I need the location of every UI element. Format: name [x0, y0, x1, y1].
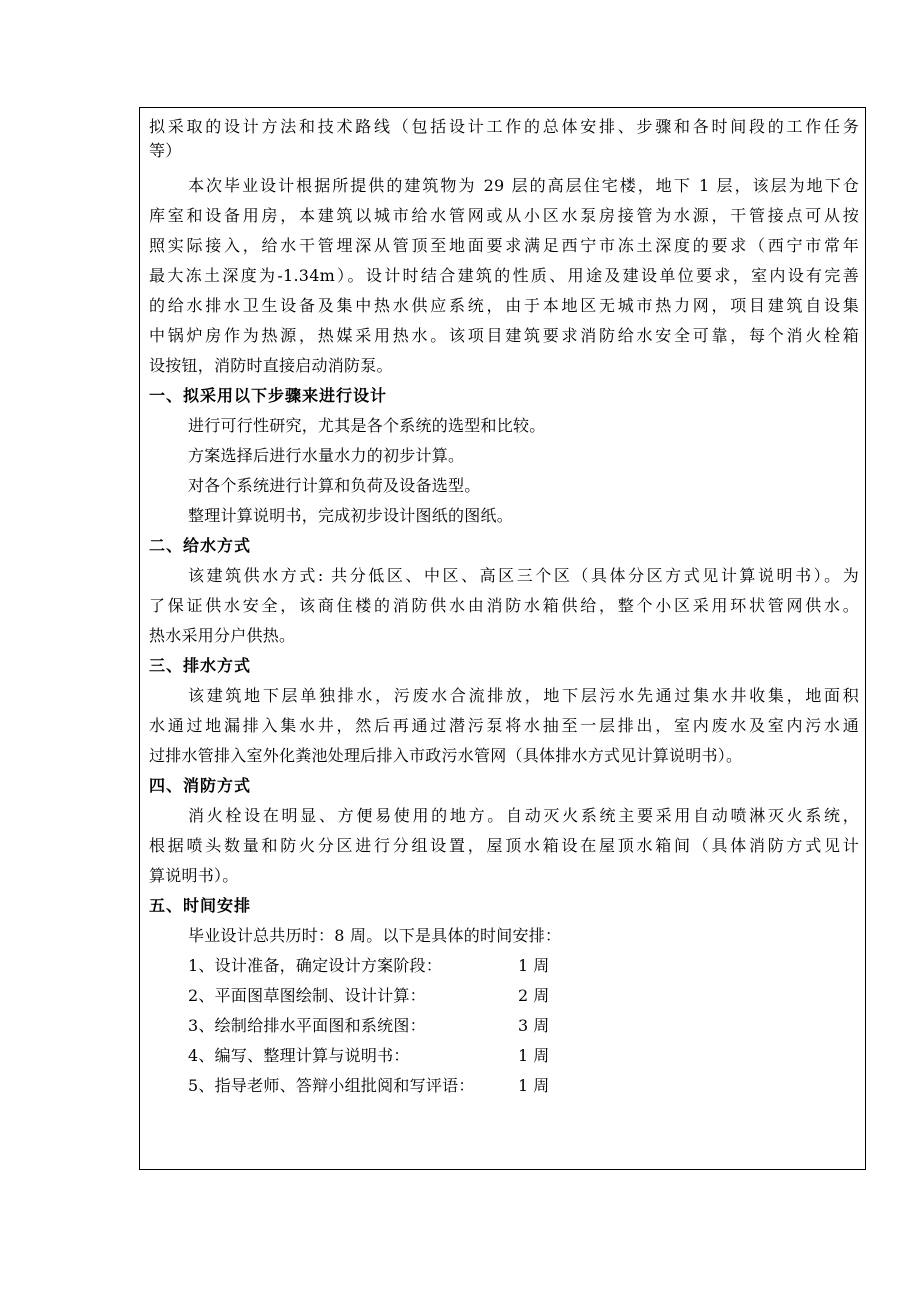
- schedule-item-2-duration: 2 周: [518, 986, 550, 1005]
- section-4-heading: 四、消防方式: [149, 776, 252, 795]
- section-1-heading: 一、拟采用以下步骤来进行设计: [149, 386, 388, 405]
- schedule-item-5-label: 5、指导老师、答辩小组批阅和写评语：: [188, 1076, 475, 1095]
- intro-line-5: 的给水排水卫生设备及集中热水供应系统，由于本地区无城市热力网，项目建筑自设集: [149, 296, 859, 315]
- section-2-heading: 二、给水方式: [149, 536, 252, 555]
- schedule-item-1-duration: 1 周: [518, 956, 550, 975]
- schedule-item-4-label: 4、编写、整理计算与说明书：: [188, 1046, 410, 1065]
- section-1-item-4: 整理计算说明书，完成初步设计图纸的图纸。: [188, 506, 514, 525]
- intro-line-4: 最大冻土深度为-1.34m）。设计时结合建筑的性质、用途及建设单位要求，室内设有完善: [149, 266, 859, 285]
- schedule-item-5-duration: 1 周: [518, 1076, 550, 1095]
- section-2-line-2: 了保证供水安全，该商住楼的消防供水由消防水箱供给，整个小区采用环状管网供水。: [149, 596, 859, 615]
- section-1-item-1: 进行可行性研究，尤其是各个系统的选型和比较。: [188, 416, 546, 435]
- intro-line-7: 设按钮，消防时直接启动消防泵。: [149, 356, 393, 375]
- intro-line-2: 库室和设备用房，本建筑以城市给水管网或从小区水泵房接管为水源，干管接点可从按: [149, 206, 859, 225]
- section-2-line-3: 热水采用分户供热。: [149, 626, 296, 645]
- section-4-line-1: 消火栓设在明显、方便易使用的地方。自动灭火系统主要采用自动喷淋灭火系统，: [188, 806, 859, 825]
- document-frame: [139, 107, 866, 1170]
- section-3-line-2: 水通过地漏排入集水井，然后再通过潜污泵将水抽至一层排出，室内废水及室内污水通: [149, 716, 859, 735]
- schedule-item-1-label: 1、设计准备，确定设计方案阶段：: [188, 956, 443, 975]
- section-5-intro: 毕业设计总共历时：8 周。以下是具体的时间安排：: [188, 926, 562, 945]
- intro-line-6: 中锅炉房作为热源，热媒采用热水。该项目建筑要求消防给水安全可靠，每个消火栓箱: [149, 326, 859, 345]
- schedule-item-3-duration: 3 周: [518, 1016, 550, 1035]
- section-4-line-3: 算说明书）。: [149, 866, 239, 885]
- section-5-heading: 五、时间安排: [149, 896, 252, 915]
- schedule-item-4-duration: 1 周: [518, 1046, 550, 1065]
- section-2-line-1: 该建筑供水方式: 共分低区、中区、高区三个区（具体分区方式见计算说明书）。为: [188, 566, 859, 585]
- form-header-line-2: 等）: [149, 141, 182, 160]
- section-4-line-2: 根据喷头数量和防火分区进行分组设置，屋顶水箱设在屋顶水箱间（具体消防方式见计: [149, 836, 859, 855]
- form-header-line-1: 拟采取的设计方法和技术路线（包括设计工作的总体安排、步骤和各时间段的工作任务: [149, 117, 859, 136]
- section-1-item-3: 对各个系统进行计算和负荷及设备选型。: [188, 476, 481, 495]
- schedule-item-3-label: 3、绘制给排水平面图和系统图：: [188, 1016, 426, 1035]
- intro-line-3: 照实际接入，给水干管埋深从管顶至地面要求满足西宁市冻土深度的要求（西宁市常年: [149, 236, 859, 255]
- schedule-item-2-label: 2、平面图草图绘制、设计计算：: [188, 986, 426, 1005]
- section-3-line-3: 过排水管排入室外化粪池处理后排入市政污水管网（具体排水方式见计算说明书）。: [149, 746, 743, 765]
- intro-line-1: 本次毕业设计根据所提供的建筑物为 29 层的高层住宅楼，地下 1 层，该层为地下仓: [188, 176, 859, 195]
- section-1-item-2: 方案选择后进行水量水力的初步计算。: [188, 446, 465, 465]
- section-3-heading: 三、排水方式: [149, 656, 252, 675]
- section-3-line-1: 该建筑地下层单独排水，污废水合流排放，地下层污水先通过集水井收集，地面积: [188, 686, 859, 705]
